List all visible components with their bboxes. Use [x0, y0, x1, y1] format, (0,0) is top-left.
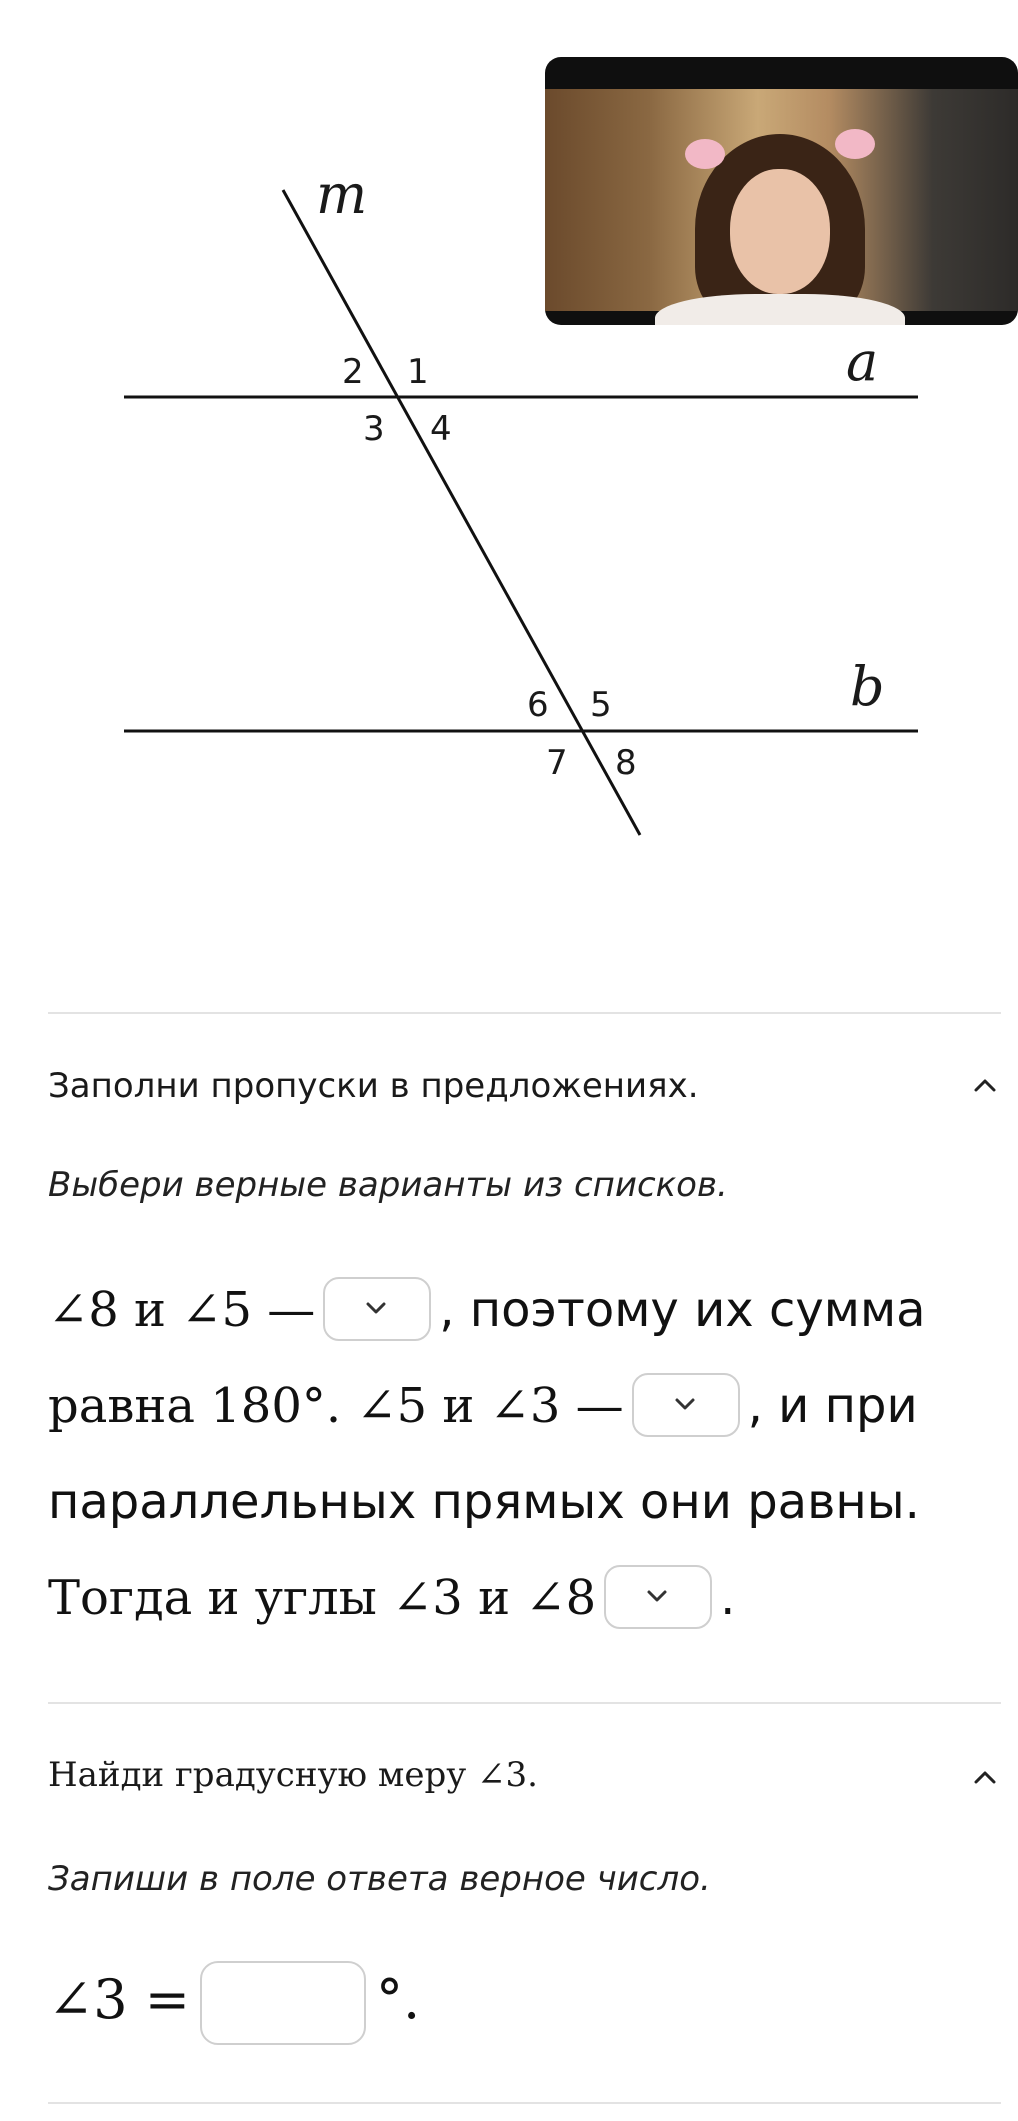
angle-label-4: 4 [430, 409, 452, 449]
task2-collapse-chevron-up-icon[interactable] [970, 1762, 1000, 1792]
answer-prefix: ∠3 = [48, 1968, 191, 2031]
video-figure-bow-right [835, 129, 875, 159]
angle-label-8: 8 [615, 743, 637, 783]
chevron-down-icon [672, 1391, 698, 1417]
angle-label-3: 3 [363, 409, 385, 449]
answer-suffix: °. [376, 1968, 421, 2031]
sentence-line-4 [48, 1550, 988, 1646]
chevron-down-icon [644, 1583, 670, 1609]
dropdown-2[interactable] [632, 1373, 740, 1437]
task1-collapse-chevron-up-icon[interactable] [970, 1070, 1000, 1100]
section-divider-3 [48, 2102, 1001, 2104]
sentence-line-2 [48, 1358, 988, 1454]
sentence-line-2-text-a: равна 180°. ∠5 и ∠3 — [48, 1378, 624, 1434]
section-divider-2 [48, 1702, 1001, 1704]
video-figure-dress [655, 294, 905, 325]
dropdown-3[interactable] [604, 1565, 712, 1629]
chevron-down-icon [363, 1295, 389, 1321]
video-scene [545, 89, 1018, 311]
task2-title: Найди градусную меру ∠3. [48, 1755, 538, 1795]
video-figure-face [730, 169, 830, 294]
sentence-line-1 [48, 1262, 988, 1358]
line-label-b: b [850, 655, 885, 718]
angle-label-6: 6 [527, 685, 549, 725]
angle-label-2: 2 [342, 352, 364, 392]
task1-title: Заполни пропуски в предложениях. [48, 1066, 699, 1106]
angle-label-1: 1 [407, 352, 429, 392]
line-label-a: a [846, 330, 879, 393]
sentence-line-4-text-a: Тогда и углы ∠3 и ∠8 [48, 1570, 597, 1626]
sentence-line-2-text-b: , и при [747, 1378, 918, 1434]
angle-label-5: 5 [590, 685, 612, 725]
angle-label-7: 7 [546, 743, 568, 783]
task1-hint: Выбери верные варианты из списков. [48, 1165, 728, 1205]
task2-answer-row [48, 1960, 420, 2045]
sentence-line-3: параллельных прямых они равны. [48, 1474, 920, 1530]
angle3-answer-input[interactable] [200, 1961, 366, 2045]
section-divider-1 [48, 1012, 1001, 1014]
task2-hint: Запиши в поле ответа верное число. [48, 1859, 711, 1899]
dropdown-1[interactable] [323, 1277, 431, 1341]
sentence-line-4-text-b: . [720, 1570, 736, 1626]
sentence-line-1-text-a: ∠8 и ∠5 — [48, 1282, 316, 1338]
task1-sentence [48, 1262, 988, 1646]
sentence-line-1-text-b: , поэтому их сумма [439, 1282, 926, 1338]
video-figure-bow-left [685, 139, 725, 169]
line-label-m: m [316, 163, 368, 226]
video-thumbnail[interactable] [545, 57, 1018, 325]
